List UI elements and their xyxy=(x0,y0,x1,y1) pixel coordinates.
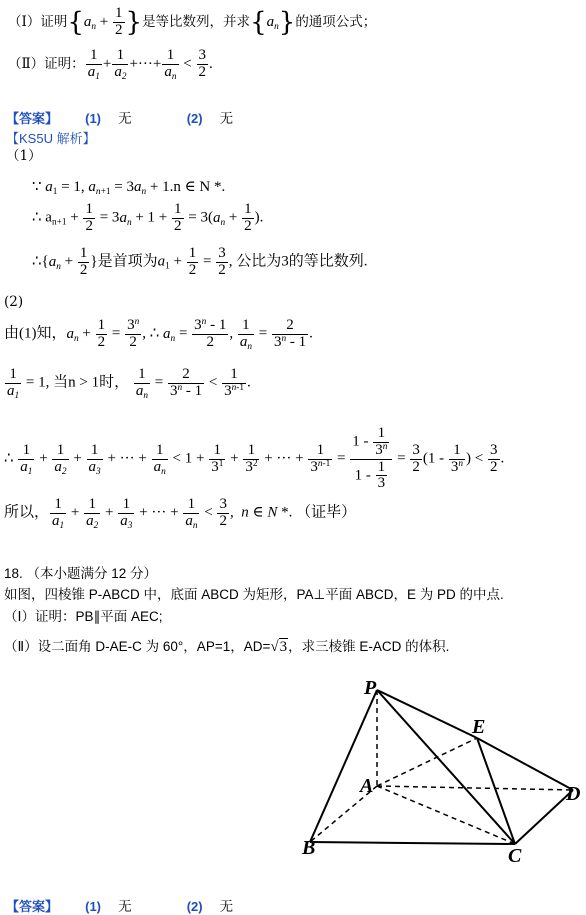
sub-label-2: (2) xyxy=(4,294,24,310)
answer2-label: 【答案】 xyxy=(6,899,59,914)
answer-row-2 xyxy=(6,896,233,915)
part1-label: （Ⅰ）证明 xyxy=(8,13,68,30)
q18-line-1: 如图，四棱锥 P-ABCD 中，底面 ABCD 为矩形，PA⊥平面 ABCD，E 为 PD 的中点. xyxy=(4,587,504,602)
edge-ED xyxy=(477,738,573,790)
question-part-1: （Ⅰ）证明{$a_n$ + $\frac{1}{2}$ }是等比数列，并求$\{a_n\}$的通项公式； xyxy=(8,5,377,38)
edge-PC xyxy=(377,690,515,844)
answer-label: 【答案】 xyxy=(6,111,59,126)
label-D: D xyxy=(566,783,581,805)
edge-PB xyxy=(310,690,377,842)
answer-item-2: (2) xyxy=(186,111,203,126)
answer-value-1: 无 xyxy=(118,111,132,127)
q18-line-2: （Ⅰ）证明：PB∥平面 AEC; xyxy=(4,609,163,624)
proof-line-g: 所以， $\frac{1}{a_1}$ + $\frac{1}{a_2}$ + $\frac{1}{a_3}$ + ··· + $\frac{1}{a_n}$ < $\frac{3}{2}$ , n ∈ N *. （证毕） xyxy=(4,496,357,531)
part2-label: （Ⅱ）证明： xyxy=(8,55,85,72)
answer2-item-1: (1) xyxy=(85,899,101,914)
answer-value-2: 无 xyxy=(219,111,234,127)
edge-CD xyxy=(515,790,573,844)
line-c-text-1: 首项为 xyxy=(112,253,158,270)
label-B: B xyxy=(302,837,316,859)
line-g-text: 所以， xyxy=(4,504,50,521)
pyramid-figure xyxy=(290,670,586,870)
proof-line-e: $\frac{1}{a_1}$ = 1, 当n > 1时， $\frac{1}{a_n}$ = $\frac{2}{3^n - 1}$ < $\frac{1}{3^{n-1}}$ . xyxy=(7,366,251,401)
edge-AC xyxy=(377,786,515,844)
label-C: C xyxy=(508,845,522,867)
proof-line-f: ∴ $\frac{1}{a_1}$ + $\frac{1}{a_2}$ + $\frac{1}{a_3}$ + ··· + $\frac{1}{a_n}$ < 1 + $\frac{1}{3^1}$ + $\frac{1}{3^2}$ + ··· + $\frac{1}{3^{n-1}}$ = 1 - $\frac{1}{3^n}$ 1 - $\frac{1}{3}$ = $\frac{3}{2}$ (1 - $\frac{1}{3^n}$ ) < $\frac{3}{2}$ . xyxy=(4,425,505,492)
line-c-text-2: 公比为3的等比数列. xyxy=(236,253,368,270)
line-d-text: 由(1)知， xyxy=(4,325,67,342)
answer-row-1 xyxy=(6,108,233,127)
answer2-value-2: 无 xyxy=(219,899,234,915)
line-g-end: （证毕） xyxy=(296,504,357,521)
question-part-2: （Ⅱ）证明： $\frac{1}{a_1}$ + $\frac{1}{a_2}$ +···+ $\frac{1}{a_n}$ < $\frac{3}{2}$ . xyxy=(8,47,213,82)
proof-line-c: $\therefore\{a_n$ + $\frac{1}{2}$ }是首项为$a_1$ + $\frac{1}{2}$ = $\frac{3}{2}$ , 公比为3的等比数列. xyxy=(32,245,368,278)
part1-text: 是等比数列，并求 xyxy=(142,13,251,30)
proof-line-b: ∴ $a_{n+1}$ + $\frac{1}{2}$ = $3a_n + 1$ + $\frac{1}{2}$ = $3(a_n$ + $\frac{1}{2}$ ). xyxy=(32,201,264,234)
q18-line-3: （Ⅱ）设二面角 D-AE-C 为 60°，AP=1，AD=√3，求三棱锥 E-ACD 的体积. xyxy=(4,639,450,655)
q18-line-3a: （Ⅱ）设二面角 D-AE-C 为 60°，AP=1，AD= xyxy=(4,639,271,654)
proof-line-a: ∵ $a_1 = 1$, $a_{n+1} = 3a_n + 1.n$ ∈ N *. xyxy=(32,179,226,197)
answer-item-1: (1) xyxy=(85,111,101,126)
answer2-item-2: (2) xyxy=(186,899,203,914)
sub-label-1: （1） xyxy=(6,148,42,164)
q18-title: 18. （本小题满分 12 分） xyxy=(4,566,158,581)
edge-AD xyxy=(377,786,573,790)
line-e-text: 当n > 1时， xyxy=(53,374,130,391)
q18-line-3b: ，求三棱锥 E-ACD 的体积. xyxy=(288,639,450,654)
edge-EC xyxy=(477,738,515,844)
label-E: E xyxy=(472,716,486,738)
proof-line-d: 由(1)知，$a_n$ + $\frac{1}{2}$ = $\frac{3^n}{2}$ , ∴ $a_n$ = $\frac{3^n - 1}{2}$ , $\frac{1}{a_n}$ = $\frac{2}{3^n - 1}$ . xyxy=(4,316,313,352)
answer2-value-1: 无 xyxy=(118,899,132,915)
label-A: A xyxy=(360,775,374,797)
part1-tail: 的通项公式； xyxy=(295,13,377,30)
edge-BC xyxy=(310,842,515,844)
label-P: P xyxy=(364,677,377,699)
edge-PE xyxy=(377,690,477,738)
analysis-label: 【KS5U 解析】 xyxy=(6,131,96,146)
